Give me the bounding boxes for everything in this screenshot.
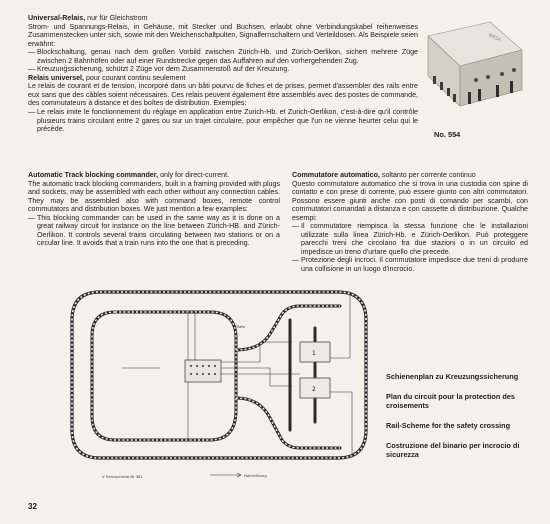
page-number: 32 (28, 502, 37, 511)
distribution-box (185, 360, 221, 382)
list-fr (28, 108, 418, 134)
relay-marking: WESA (487, 33, 502, 44)
product-number: No. 554 (434, 130, 461, 139)
isolating-rail-note: Ⅴ Trennschiene Nr 361 (102, 475, 143, 479)
heading-it-title: Commutatore automatico, (292, 171, 380, 179)
italian-column (292, 171, 528, 274)
top-text-block (28, 14, 418, 134)
caption-de: Schienenplan zu Kreuzungssicherung (386, 372, 519, 381)
heading-de-title: Universal-Relais, (28, 14, 86, 22)
relay-product-image (418, 14, 528, 132)
caption-it: Costruzione del binario per incrocio di sicurezza (386, 441, 520, 459)
heading-en-title: Automatic Track blocking commander, (28, 171, 159, 179)
list-de (28, 48, 418, 74)
caption-fr: Plan du circuit pour la protection des croisements (386, 392, 515, 410)
track-diagram (60, 280, 380, 485)
diagram-captions (386, 372, 536, 470)
list-item: — Il commutatore riempisca la stessa funzione che le installazioni utilizzate sulla linea Zürich-Hb. e Zürich-Oerlikon. Può proteggere parecchi treni che circolano fra due stazioni o in un circuito ed impedisce un treno d'urtare quello che precede. (292, 222, 528, 256)
heading-fr-title: Relais universel, (28, 73, 84, 82)
heading-de-subtitle: nur für Gleichstrom (87, 14, 148, 22)
list-item: — Protezione degli incroci. Il commutatore impedisce due treni di produrre una collisione in un luogo d'incrocio. (292, 256, 528, 273)
paragraph-it: Questo commutatore automatico che si trova in una custodia con spine di contatto e con prese di corrente, può essere giunto con altri commutatori. Possono essere giunti anche con posti di comando per scambi, con commutatori comandati a distanza e con cassette di distribuzione. Qualche esempi: (292, 179, 528, 222)
paragraph-fr: Le relais de courant et de tension, incorporé dans un bâti pourvu de fiches et de prises, permet d'assembler des rails entre eux sans que des câbles soient nécessaires. Ces relais peuvent également être assemblés avec des postes de commande, des commutateurs à distance et des boîtes de distribution. Exemples: (28, 82, 418, 108)
heading-it (292, 171, 528, 180)
list-item: — This blocking commander can be used in the same way as it is done on a great railway circuit for instance on the line between Zürich-HB. and Zürich-Oerlikon. It controls several trains circulating between two stations or on a circular line. It avoids that a train runs into the one that is preceding. (28, 214, 280, 248)
relay-1-label: 1 (312, 350, 316, 357)
english-column (28, 171, 280, 248)
relay-2-label: 2 (312, 386, 316, 393)
direction-label: Fahrrichtung (244, 474, 267, 478)
heading-en-subtitle: only for direct-current. (160, 171, 230, 179)
list-item: — Kreuzungssicherung, schützt 2 Züge vor dem Zusammenstoß auf der Kreuzung. (28, 65, 418, 74)
heading-it-subtitle: soltanto per corrente continuo (381, 171, 476, 179)
heading-de (28, 14, 418, 23)
paragraph-en: The automatic track blocking commanders, built in a framing provided with plugs and sockets, may be assembled with each other without any connection cables. They may be assembled also with command boxes, remote control commutators and distribution boxes. We just mention a few examples: (28, 179, 280, 214)
heading-fr (28, 74, 418, 83)
list-item: — Blockschaltung, genau nach dem großen Vorbild zwischen Zürich-Hb. und Zürich-Oerlikon, sichert mehrere Züge zwischen 2 Bahnhöfen oder auf einer Rundstrecke gegen das Auffahren auf den vorhergehenden Zug. (28, 48, 418, 65)
heading-en (28, 171, 280, 180)
list-item: — Le relais imite le fonctionnement du réglage en application entre Zurich-Hb. et Zurich-Oerlikon, c'est-à-dire qu'il contrôle plusieurs trains circulant entre 2 gares ou sur un trajet circulaire, pour empêcher que l'un ne vienne heurter celui qui le précède. (28, 108, 418, 134)
list-it (292, 222, 528, 273)
heading-fr-subtitle: pour courant continu seulement (85, 73, 186, 82)
transformer-label: Trafo (236, 325, 245, 329)
caption-en: Rail-Scheme for the safety crossing (386, 421, 511, 430)
paragraph-de: Strom- und Spannungs-Relais, in Gehäuse, mit Stecker und Buchsen, erlaubt ohne Verbindungskabel reihenweises Zusammenstecken unter sich, sowie mit den Weichenschaltpulten, Signalfernschaltern und Verteildosen. Als Beispiele seien erwähnt: (28, 22, 418, 48)
list-en (28, 214, 280, 248)
